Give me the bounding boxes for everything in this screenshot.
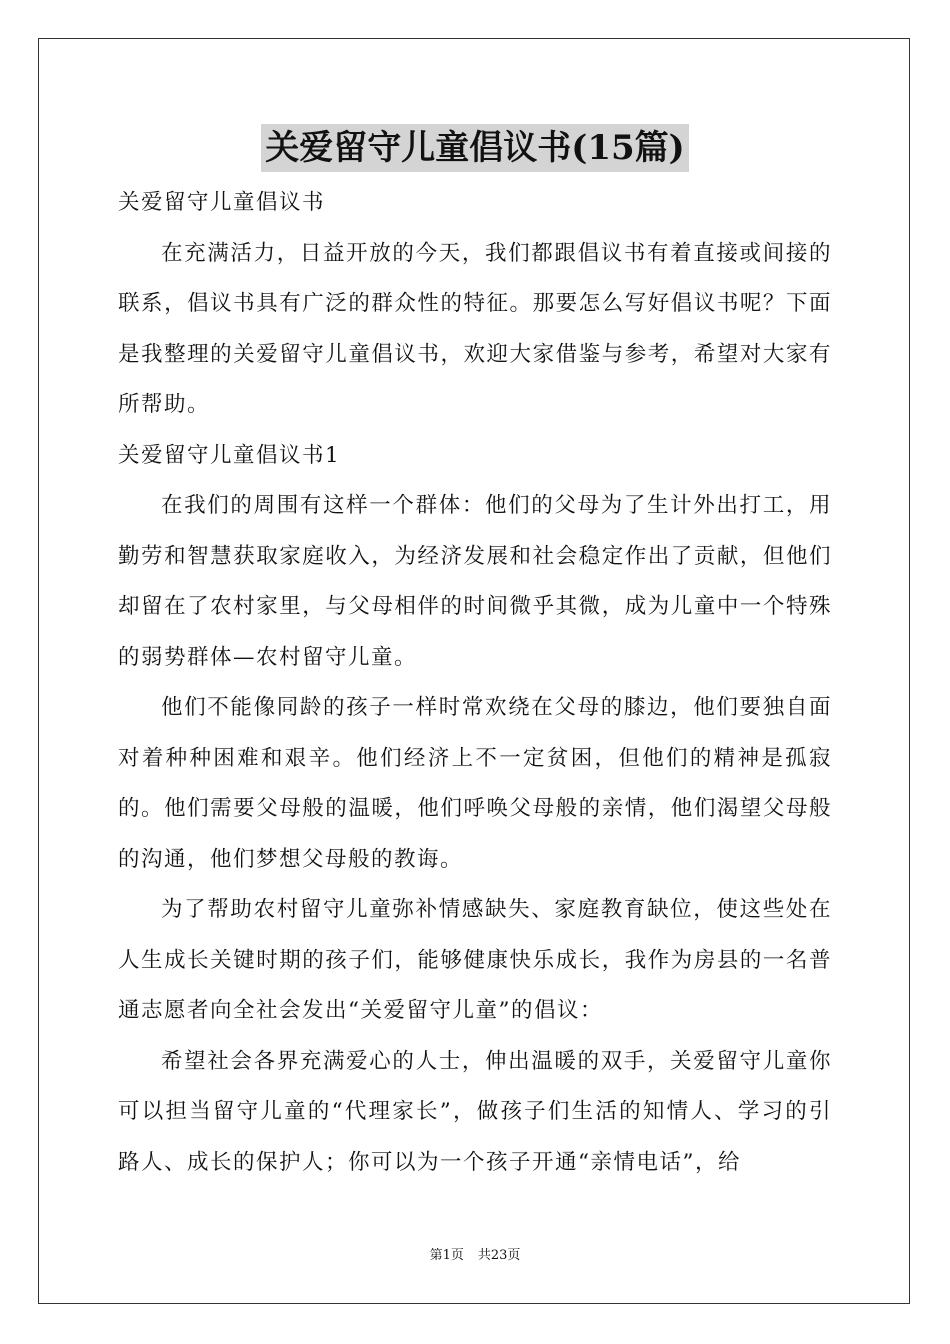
body-paragraph: 他们不能像同龄的孩子一样时常欢绕在父母的膝边，他们要独自面对着种种困难和艰辛。他们经济上不一定贫困，但他们的精神是孤寂的。他们需要父母般的温暖，他们呼唤父母般的亲情，他们渴望父母般的沟通，他们梦想父母般的教诲。 [118,695,832,872]
body-paragraph: 希望社会各界充满爱心的人士，伸出温暖的双手，关爱留守儿童你可以担当留守儿童的“代理家长”，做孩子们生活的知情人、学习的引路人、成长的保护人；你可以为一个孩子开通“亲情电话”，给 [118,1048,832,1175]
body-paragraph: 在我们的周围有这样一个群体：他们的父母为了生计外出打工，用勤劳和智慧获取家庭收入，为经济发展和社会稳定作出了贡献，但他们却留在了农村家里，与父母相伴的时间微乎其微，成为儿童中一个特殊的弱势群体—农村留守儿童。 [118,493,832,670]
title-container [0,124,950,172]
page-number: 第1页 [429,1248,464,1263]
page-total: 共23页 [477,1248,521,1263]
document-subtitle: 关爱留守儿童倡议书 [118,190,326,215]
page-footer [0,1246,950,1266]
document-body [118,178,832,1188]
intro-paragraph: 在充满活力，日益开放的今天，我们都跟倡议书有着直接或间接的联系，倡议书具有广泛的群众性的特征。那要怎么写好倡议书呢？下面是我整理的关爱留守儿童倡议书，欢迎大家借鉴与参考，希望对大家有所帮助。 [118,240,832,417]
section-heading: 关爱留守儿童倡议书1 [118,442,341,468]
document-title: 关爱留守儿童倡议书(15篇) [261,124,689,172]
body-paragraph: 为了帮助农村留守儿童弥补情感缺失、家庭教育缺位，使这些处在人生成长关键时期的孩子们，能够健康快乐成长，我作为房县的一名普通志愿者向全社会发出“关爱留守儿童”的倡议： [118,897,832,1023]
